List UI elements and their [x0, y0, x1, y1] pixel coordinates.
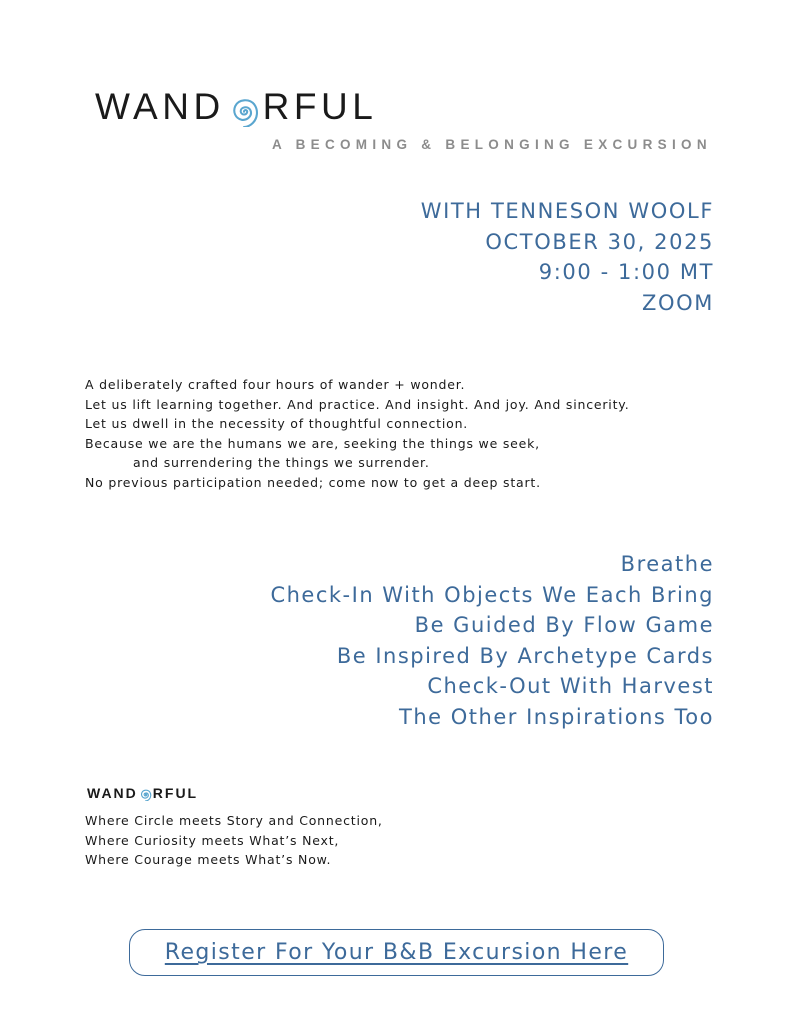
description-line: and surrendering the things we surrender.: [133, 455, 430, 470]
motto-line: Where Circle meets Story and Connection,: [85, 813, 383, 828]
spiral-icon: [139, 788, 152, 801]
event-location: ZOOM: [642, 290, 714, 315]
event-info: [421, 196, 714, 318]
description-line: A deliberately crafted four hours of wander + wonder.: [85, 377, 466, 392]
agenda-item: Check-Out With Harvest: [427, 674, 714, 699]
description: [85, 375, 629, 492]
motto-line: Where Courage meets What’s Now.: [85, 852, 332, 867]
event-host: WITH TENNESON WOOLF: [420, 199, 714, 223]
small-logo-text-start: WAND: [87, 785, 138, 801]
logo-text-end: RFUL: [262, 86, 378, 127]
logo: [95, 88, 377, 138]
small-logo: [87, 786, 198, 800]
motto: [85, 811, 383, 870]
register-button-label: Register For Your B&B Excursion Here: [164, 940, 629, 965]
register-button[interactable]: [129, 929, 664, 976]
logo-text-start: WAND: [95, 86, 225, 127]
motto-line: Where Curiosity meets What’s Next,: [85, 832, 340, 848]
tagline: A BECOMING & BELONGING EXCURSION: [272, 137, 712, 152]
spiral-icon: [228, 95, 260, 127]
agenda-list: [270, 549, 714, 733]
event-date: OCTOBER 30, 2025: [485, 229, 714, 254]
description-line: Because we are the humans we are, seeking the things we seek,: [85, 435, 540, 451]
description-line: No previous participation needed; come now to get a deep start.: [85, 474, 541, 490]
description-line: Let us lift learning together. And practice. And insight. And joy. And sincerity.: [85, 396, 630, 412]
agenda-item: Check-In With Objects We Each Bring: [270, 582, 714, 607]
agenda-item: The Other Inspirations Too: [399, 704, 714, 729]
event-time: 9:00 - 1:00 MT: [538, 260, 714, 284]
agenda-item: Breathe: [620, 552, 714, 576]
description-line: Let us dwell in the necessity of thoughtful connection.: [85, 416, 469, 431]
agenda-item: Be Inspired By Archetype Cards: [336, 643, 714, 668]
agenda-item: Be Guided By Flow Game: [414, 613, 714, 638]
small-logo-text-end: RFUL: [152, 785, 199, 801]
